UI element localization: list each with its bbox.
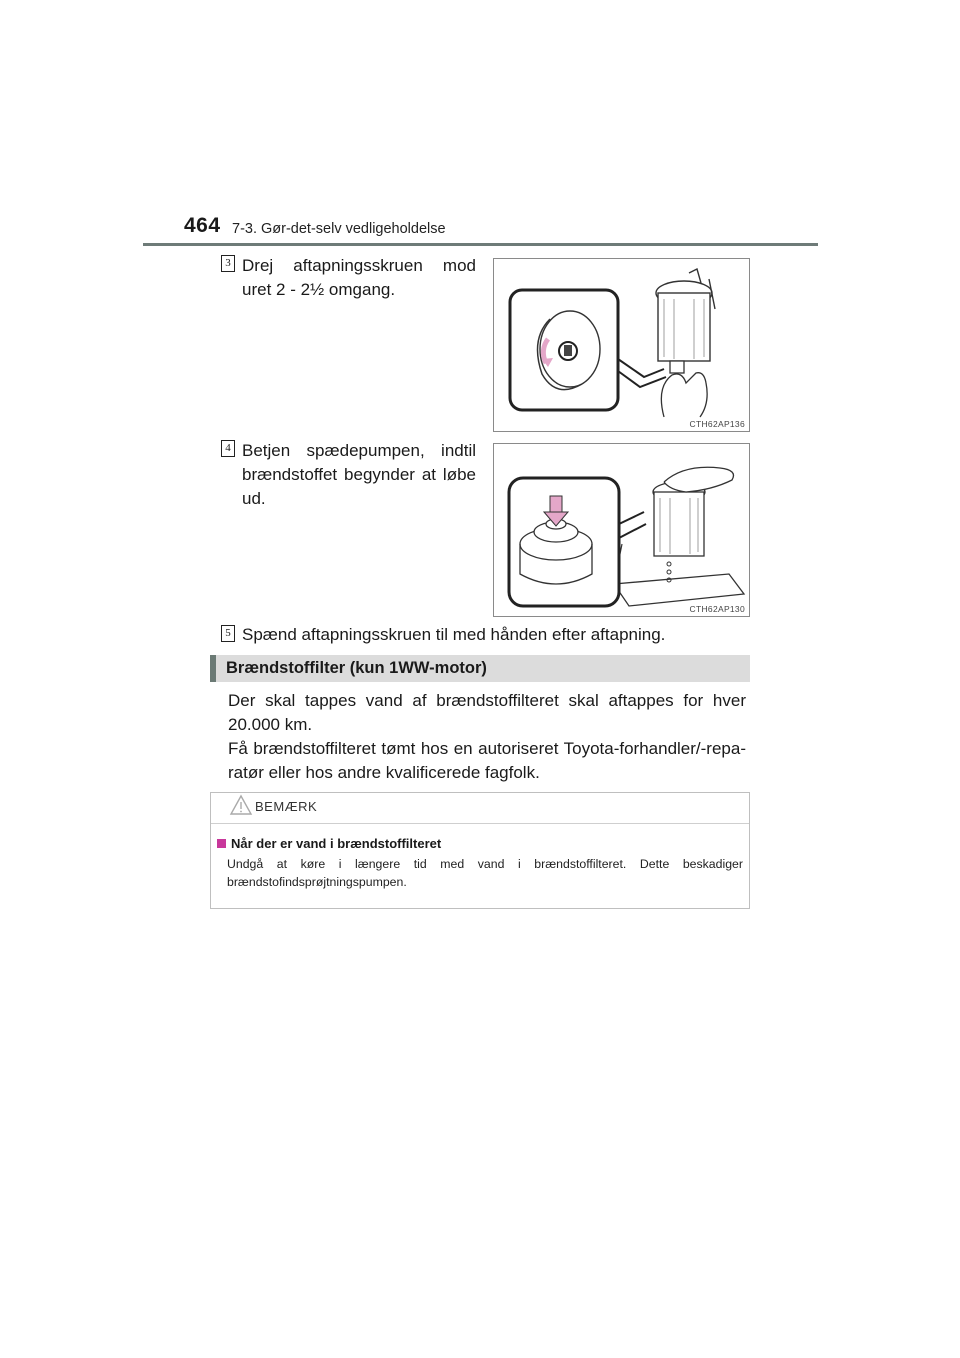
step-3-text: Drej aftapningsskruen mod uret 2 - 2½ omgang. xyxy=(242,256,476,299)
step-4-text: Betjen spædepumpen, indtil brændstoffet begynder at løbe ud. xyxy=(242,441,476,508)
figure-code: CTH62AP136 xyxy=(689,419,745,429)
subsection-title: Brændstoffilter (kun 1WW-motor) xyxy=(226,659,487,677)
notice-box xyxy=(210,792,750,909)
square-bullet-icon xyxy=(217,839,226,848)
subsection-heading xyxy=(210,655,750,682)
step-number-4: 4 xyxy=(221,440,235,457)
notice-header xyxy=(211,793,749,824)
page-number: 464 xyxy=(184,214,221,237)
step-5-text: Spænd aftapningsskruen til med hånden efter aftapning. xyxy=(242,625,666,644)
drain-screw-illustration xyxy=(494,259,750,432)
subsection-paragraph-2: Få brændstoffilteret tømt hos en autoriseret Toyota-forhandler/-repa-ratør eller hos andre kvalificerede fagfolk. xyxy=(228,739,746,782)
notice-title xyxy=(217,836,441,851)
figure-code: CTH62AP130 xyxy=(689,604,745,614)
step-number-3: 3 xyxy=(221,255,235,272)
priming-pump-illustration xyxy=(494,444,750,617)
subsection-paragraph-1: Der skal tappes vand af brændstoffilteret skal aftappes for hver 20.000 km. xyxy=(228,691,746,734)
notice-body: Undgå at køre i længere tid med vand i brændstoffilteret. Dette beskadiger brændstofindsprøjtningspumpen. xyxy=(227,857,743,889)
figure-drain-screw xyxy=(493,258,750,432)
section-title: 7-3. Gør-det-selv vedligeholdelse xyxy=(232,221,446,237)
step-number-5: 5 xyxy=(221,625,235,642)
warning-triangle-icon xyxy=(229,794,253,816)
figure-priming-pump xyxy=(493,443,750,617)
notice-label: BEMÆRK xyxy=(255,799,318,814)
header-rule xyxy=(143,243,818,246)
notice-title-text: Når der er vand i brændstoffilteret xyxy=(231,836,442,851)
